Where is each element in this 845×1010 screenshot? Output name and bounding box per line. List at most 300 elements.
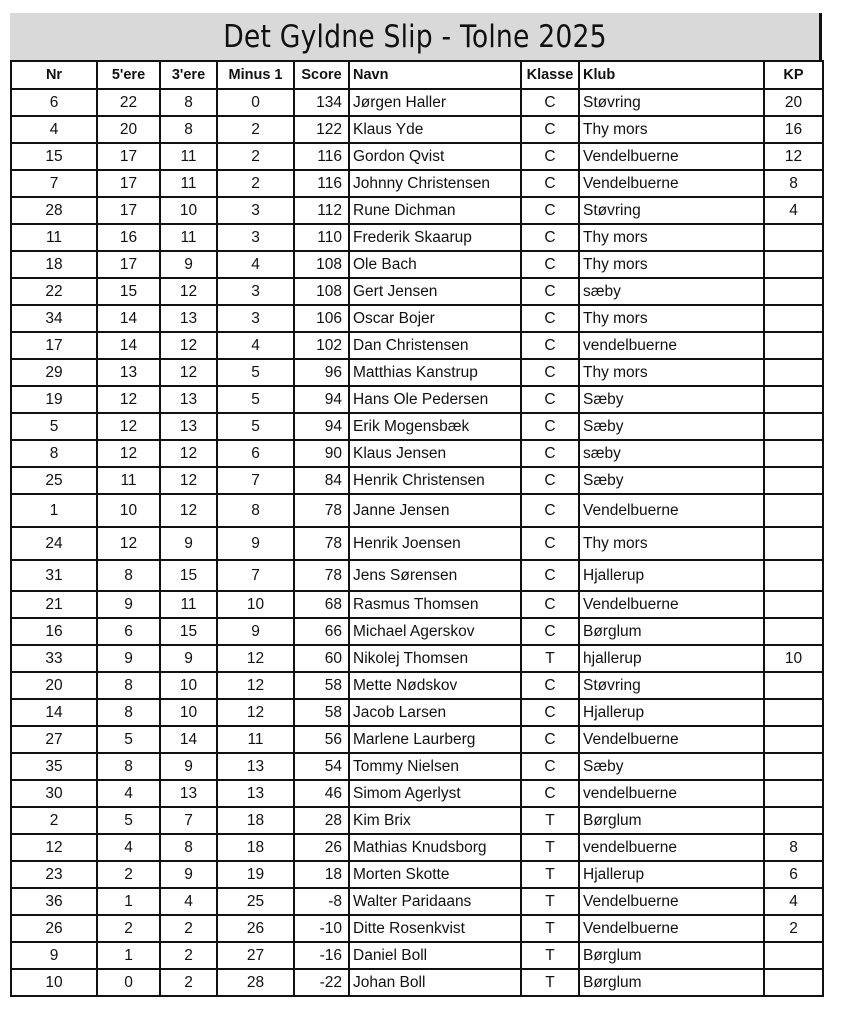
cell-minus1: 5	[217, 386, 294, 413]
cell-klub: Støvring	[579, 197, 764, 224]
cell-kp	[764, 807, 823, 834]
cell-threes: 9	[160, 251, 217, 278]
column-header-fives: 5'ere	[97, 61, 160, 89]
cell-threes: 13	[160, 305, 217, 332]
table-row	[11, 413, 823, 440]
cell-kp	[764, 969, 823, 996]
cell-klub: vendelbuerne	[579, 780, 764, 807]
cell-klub: Hjallerup	[579, 560, 764, 591]
cell-klasse: T	[521, 834, 579, 861]
table-row	[11, 726, 823, 753]
cell-fives: 4	[97, 780, 160, 807]
cell-nr: 31	[11, 560, 97, 591]
cell-score: 68	[294, 591, 349, 618]
cell-klasse: C	[521, 753, 579, 780]
cell-threes: 11	[160, 224, 217, 251]
cell-nr: 11	[11, 224, 97, 251]
cell-navn: Rune Dichman	[349, 197, 521, 224]
cell-navn: Erik Mogensbæk	[349, 413, 521, 440]
cell-nr: 9	[11, 942, 97, 969]
cell-nr: 17	[11, 332, 97, 359]
cell-fives: 13	[97, 359, 160, 386]
cell-score: 60	[294, 645, 349, 672]
cell-score: 84	[294, 467, 349, 494]
cell-nr: 15	[11, 143, 97, 170]
cell-navn: Frederik Skaarup	[349, 224, 521, 251]
cell-score: 58	[294, 699, 349, 726]
cell-fives: 12	[97, 527, 160, 560]
cell-fives: 14	[97, 305, 160, 332]
cell-kp	[764, 224, 823, 251]
cell-klub: hjallerup	[579, 645, 764, 672]
cell-navn: Mette Nødskov	[349, 672, 521, 699]
table-row	[11, 915, 823, 942]
cell-klub: Børglum	[579, 969, 764, 996]
cell-fives: 12	[97, 413, 160, 440]
table-row	[11, 467, 823, 494]
cell-score: 18	[294, 861, 349, 888]
table-row	[11, 834, 823, 861]
cell-klasse: C	[521, 726, 579, 753]
cell-klasse: T	[521, 645, 579, 672]
cell-nr: 4	[11, 116, 97, 143]
cell-fives: 20	[97, 116, 160, 143]
cell-threes: 10	[160, 197, 217, 224]
table-row	[11, 753, 823, 780]
table-row	[11, 780, 823, 807]
cell-navn: Mathias Knudsborg	[349, 834, 521, 861]
cell-kp	[764, 672, 823, 699]
cell-threes: 8	[160, 89, 217, 116]
cell-minus1: 9	[217, 527, 294, 560]
cell-minus1: 18	[217, 834, 294, 861]
cell-minus1: 7	[217, 560, 294, 591]
cell-fives: 12	[97, 386, 160, 413]
cell-fives: 5	[97, 807, 160, 834]
cell-kp: 4	[764, 197, 823, 224]
cell-threes: 7	[160, 807, 217, 834]
cell-navn: Klaus Yde	[349, 116, 521, 143]
table-row	[11, 197, 823, 224]
cell-nr: 10	[11, 969, 97, 996]
cell-klasse: C	[521, 618, 579, 645]
cell-nr: 25	[11, 467, 97, 494]
cell-minus1: 5	[217, 359, 294, 386]
cell-kp	[764, 942, 823, 969]
cell-fives: 1	[97, 942, 160, 969]
cell-navn: Walter Paridaans	[349, 888, 521, 915]
cell-navn: Ole Bach	[349, 251, 521, 278]
cell-kp	[764, 726, 823, 753]
cell-klub: Børglum	[579, 807, 764, 834]
cell-klasse: C	[521, 494, 579, 527]
cell-klasse: C	[521, 197, 579, 224]
column-header-klasse: Klasse	[521, 61, 579, 89]
column-header-threes: 3'ere	[160, 61, 217, 89]
table-row	[11, 494, 823, 527]
table-row	[11, 861, 823, 888]
table-row	[11, 359, 823, 386]
cell-klub: Vendelbuerne	[579, 591, 764, 618]
cell-fives: 8	[97, 753, 160, 780]
table-row	[11, 591, 823, 618]
cell-nr: 7	[11, 170, 97, 197]
cell-fives: 8	[97, 560, 160, 591]
cell-kp	[764, 413, 823, 440]
cell-threes: 9	[160, 753, 217, 780]
cell-nr: 16	[11, 618, 97, 645]
cell-nr: 6	[11, 89, 97, 116]
cell-score: 28	[294, 807, 349, 834]
cell-navn: Ditte Rosenkvist	[349, 915, 521, 942]
cell-minus1: 13	[217, 753, 294, 780]
cell-kp: 16	[764, 116, 823, 143]
results-body	[11, 89, 823, 996]
table-row	[11, 560, 823, 591]
cell-navn: Hans Ole Pedersen	[349, 386, 521, 413]
cell-minus1: 0	[217, 89, 294, 116]
cell-klasse: T	[521, 861, 579, 888]
cell-threes: 12	[160, 440, 217, 467]
cell-klub: Thy mors	[579, 116, 764, 143]
cell-navn: Jens Sørensen	[349, 560, 521, 591]
cell-klub: Thy mors	[579, 527, 764, 560]
column-header-kp: KP	[764, 61, 823, 89]
cell-navn: Jacob Larsen	[349, 699, 521, 726]
table-row	[11, 170, 823, 197]
cell-fives: 16	[97, 224, 160, 251]
cell-klub: Sæby	[579, 753, 764, 780]
cell-navn: Janne Jensen	[349, 494, 521, 527]
cell-klub: Sæby	[579, 386, 764, 413]
cell-nr: 18	[11, 251, 97, 278]
cell-fives: 9	[97, 645, 160, 672]
cell-nr: 29	[11, 359, 97, 386]
cell-navn: Johnny Christensen	[349, 170, 521, 197]
cell-nr: 5	[11, 413, 97, 440]
cell-klasse: C	[521, 170, 579, 197]
cell-klasse: C	[521, 560, 579, 591]
table-row	[11, 251, 823, 278]
cell-klasse: C	[521, 440, 579, 467]
table-row	[11, 699, 823, 726]
cell-klasse: T	[521, 942, 579, 969]
cell-navn: Simom Agerlyst	[349, 780, 521, 807]
cell-klub: Vendelbuerne	[579, 915, 764, 942]
cell-minus1: 8	[217, 494, 294, 527]
cell-fives: 8	[97, 699, 160, 726]
table-row	[11, 386, 823, 413]
cell-fives: 12	[97, 440, 160, 467]
cell-threes: 9	[160, 527, 217, 560]
cell-kp: 10	[764, 645, 823, 672]
cell-klub: Børglum	[579, 942, 764, 969]
cell-fives: 17	[97, 197, 160, 224]
cell-score: -10	[294, 915, 349, 942]
cell-navn: Kim Brix	[349, 807, 521, 834]
cell-fives: 17	[97, 251, 160, 278]
cell-fives: 5	[97, 726, 160, 753]
cell-navn: Daniel Boll	[349, 942, 521, 969]
cell-threes: 12	[160, 467, 217, 494]
cell-threes: 4	[160, 888, 217, 915]
cell-threes: 11	[160, 170, 217, 197]
cell-kp: 20	[764, 89, 823, 116]
cell-threes: 8	[160, 834, 217, 861]
cell-klasse: T	[521, 807, 579, 834]
cell-fives: 15	[97, 278, 160, 305]
cell-score: 134	[294, 89, 349, 116]
cell-fives: 0	[97, 969, 160, 996]
cell-score: 108	[294, 278, 349, 305]
cell-kp	[764, 753, 823, 780]
cell-threes: 8	[160, 116, 217, 143]
cell-fives: 14	[97, 332, 160, 359]
cell-kp: 6	[764, 861, 823, 888]
cell-klasse: T	[521, 915, 579, 942]
cell-klub: Vendelbuerne	[579, 494, 764, 527]
cell-kp: 2	[764, 915, 823, 942]
cell-score: 112	[294, 197, 349, 224]
cell-klub: Hjallerup	[579, 861, 764, 888]
cell-klasse: C	[521, 527, 579, 560]
results-table	[10, 60, 824, 997]
cell-score: 90	[294, 440, 349, 467]
table-row	[11, 807, 823, 834]
cell-klasse: C	[521, 699, 579, 726]
cell-klub: Hjallerup	[579, 699, 764, 726]
cell-threes: 12	[160, 332, 217, 359]
cell-navn: Dan Christensen	[349, 332, 521, 359]
cell-nr: 34	[11, 305, 97, 332]
cell-fives: 4	[97, 834, 160, 861]
cell-klub: Vendelbuerne	[579, 170, 764, 197]
cell-kp	[764, 305, 823, 332]
table-row	[11, 116, 823, 143]
cell-klasse: C	[521, 251, 579, 278]
column-header-klub: Klub	[579, 61, 764, 89]
cell-navn: Henrik Joensen	[349, 527, 521, 560]
cell-kp	[764, 591, 823, 618]
cell-nr: 36	[11, 888, 97, 915]
cell-score: 102	[294, 332, 349, 359]
cell-klasse: C	[521, 143, 579, 170]
table-row	[11, 527, 823, 560]
cell-fives: 6	[97, 618, 160, 645]
table-row	[11, 618, 823, 645]
cell-klub: vendelbuerne	[579, 332, 764, 359]
cell-nr: 23	[11, 861, 97, 888]
cell-klasse: C	[521, 305, 579, 332]
cell-minus1: 9	[217, 618, 294, 645]
cell-navn: Michael Agerskov	[349, 618, 521, 645]
cell-klub: Vendelbuerne	[579, 143, 764, 170]
cell-klasse: C	[521, 591, 579, 618]
cell-threes: 9	[160, 645, 217, 672]
cell-navn: Gordon Qvist	[349, 143, 521, 170]
cell-kp	[764, 359, 823, 386]
cell-navn: Johan Boll	[349, 969, 521, 996]
cell-threes: 13	[160, 413, 217, 440]
cell-score: 58	[294, 672, 349, 699]
cell-threes: 11	[160, 591, 217, 618]
cell-klub: Sæby	[579, 467, 764, 494]
cell-minus1: 27	[217, 942, 294, 969]
cell-klub: Støvring	[579, 672, 764, 699]
cell-minus1: 2	[217, 170, 294, 197]
cell-klasse: T	[521, 888, 579, 915]
cell-kp: 4	[764, 888, 823, 915]
cell-nr: 22	[11, 278, 97, 305]
cell-navn: Nikolej Thomsen	[349, 645, 521, 672]
cell-score: 54	[294, 753, 349, 780]
table-row	[11, 332, 823, 359]
cell-nr: 1	[11, 494, 97, 527]
results-sheet	[10, 13, 822, 997]
column-header-score: Score	[294, 61, 349, 89]
table-row	[11, 672, 823, 699]
table-row	[11, 305, 823, 332]
cell-kp	[764, 699, 823, 726]
cell-nr: 35	[11, 753, 97, 780]
cell-threes: 2	[160, 915, 217, 942]
cell-navn: Jørgen Haller	[349, 89, 521, 116]
table-row	[11, 224, 823, 251]
cell-navn: Marlene Laurberg	[349, 726, 521, 753]
cell-minus1: 11	[217, 726, 294, 753]
cell-score: 46	[294, 780, 349, 807]
cell-klub: Thy mors	[579, 224, 764, 251]
cell-minus1: 28	[217, 969, 294, 996]
cell-threes: 10	[160, 672, 217, 699]
cell-klasse: C	[521, 89, 579, 116]
cell-nr: 30	[11, 780, 97, 807]
cell-score: 94	[294, 386, 349, 413]
cell-minus1: 3	[217, 305, 294, 332]
cell-klub: Vendelbuerne	[579, 726, 764, 753]
cell-score: 66	[294, 618, 349, 645]
cell-klub: Vendelbuerne	[579, 888, 764, 915]
cell-klub: sæby	[579, 278, 764, 305]
cell-navn: Klaus Jensen	[349, 440, 521, 467]
cell-klasse: C	[521, 359, 579, 386]
cell-minus1: 13	[217, 780, 294, 807]
cell-kp	[764, 560, 823, 591]
cell-fives: 8	[97, 672, 160, 699]
cell-score: 110	[294, 224, 349, 251]
cell-minus1: 5	[217, 413, 294, 440]
cell-kp: 8	[764, 170, 823, 197]
cell-fives: 9	[97, 591, 160, 618]
cell-score: 116	[294, 143, 349, 170]
cell-minus1: 2	[217, 116, 294, 143]
cell-minus1: 4	[217, 332, 294, 359]
cell-minus1: 10	[217, 591, 294, 618]
cell-navn: Rasmus Thomsen	[349, 591, 521, 618]
cell-klasse: C	[521, 332, 579, 359]
cell-nr: 27	[11, 726, 97, 753]
cell-fives: 2	[97, 915, 160, 942]
cell-minus1: 12	[217, 672, 294, 699]
cell-score: 116	[294, 170, 349, 197]
cell-nr: 8	[11, 440, 97, 467]
cell-kp	[764, 467, 823, 494]
cell-nr: 19	[11, 386, 97, 413]
cell-minus1: 2	[217, 143, 294, 170]
cell-kp	[764, 618, 823, 645]
page-title: Det Gyldne Slip - Tolne 2025	[222, 18, 607, 55]
cell-klub: Børglum	[579, 618, 764, 645]
table-row	[11, 143, 823, 170]
cell-nr: 2	[11, 807, 97, 834]
cell-navn: Oscar Bojer	[349, 305, 521, 332]
cell-threes: 12	[160, 278, 217, 305]
cell-kp: 12	[764, 143, 823, 170]
cell-kp	[764, 251, 823, 278]
table-row	[11, 645, 823, 672]
cell-kp	[764, 278, 823, 305]
cell-score: 122	[294, 116, 349, 143]
cell-klasse: C	[521, 413, 579, 440]
cell-klub: Thy mors	[579, 251, 764, 278]
cell-klub: Thy mors	[579, 359, 764, 386]
cell-fives: 11	[97, 467, 160, 494]
cell-minus1: 4	[217, 251, 294, 278]
cell-score: 94	[294, 413, 349, 440]
cell-nr: 21	[11, 591, 97, 618]
cell-minus1: 3	[217, 278, 294, 305]
cell-minus1: 12	[217, 699, 294, 726]
cell-navn: Henrik Christensen	[349, 467, 521, 494]
cell-kp	[764, 780, 823, 807]
cell-threes: 9	[160, 861, 217, 888]
cell-klasse: C	[521, 780, 579, 807]
header-row	[11, 61, 823, 89]
cell-fives: 17	[97, 143, 160, 170]
cell-klasse: C	[521, 116, 579, 143]
cell-klasse: C	[521, 224, 579, 251]
cell-fives: 1	[97, 888, 160, 915]
cell-nr: 28	[11, 197, 97, 224]
cell-threes: 10	[160, 699, 217, 726]
cell-nr: 33	[11, 645, 97, 672]
table-row	[11, 278, 823, 305]
cell-kp	[764, 440, 823, 467]
cell-nr: 20	[11, 672, 97, 699]
cell-threes: 15	[160, 560, 217, 591]
cell-klub: Støvring	[579, 89, 764, 116]
title-band	[10, 13, 822, 60]
cell-score: -22	[294, 969, 349, 996]
cell-nr: 12	[11, 834, 97, 861]
cell-score: -8	[294, 888, 349, 915]
cell-navn: Matthias Kanstrup	[349, 359, 521, 386]
table-row	[11, 888, 823, 915]
cell-minus1: 18	[217, 807, 294, 834]
column-header-navn: Navn	[349, 61, 521, 89]
cell-kp	[764, 494, 823, 527]
cell-fives: 10	[97, 494, 160, 527]
cell-klasse: C	[521, 386, 579, 413]
cell-nr: 24	[11, 527, 97, 560]
cell-minus1: 12	[217, 645, 294, 672]
cell-klasse: C	[521, 672, 579, 699]
cell-fives: 2	[97, 861, 160, 888]
cell-threes: 11	[160, 143, 217, 170]
cell-navn: Morten Skotte	[349, 861, 521, 888]
cell-klub: sæby	[579, 440, 764, 467]
cell-score: 78	[294, 494, 349, 527]
